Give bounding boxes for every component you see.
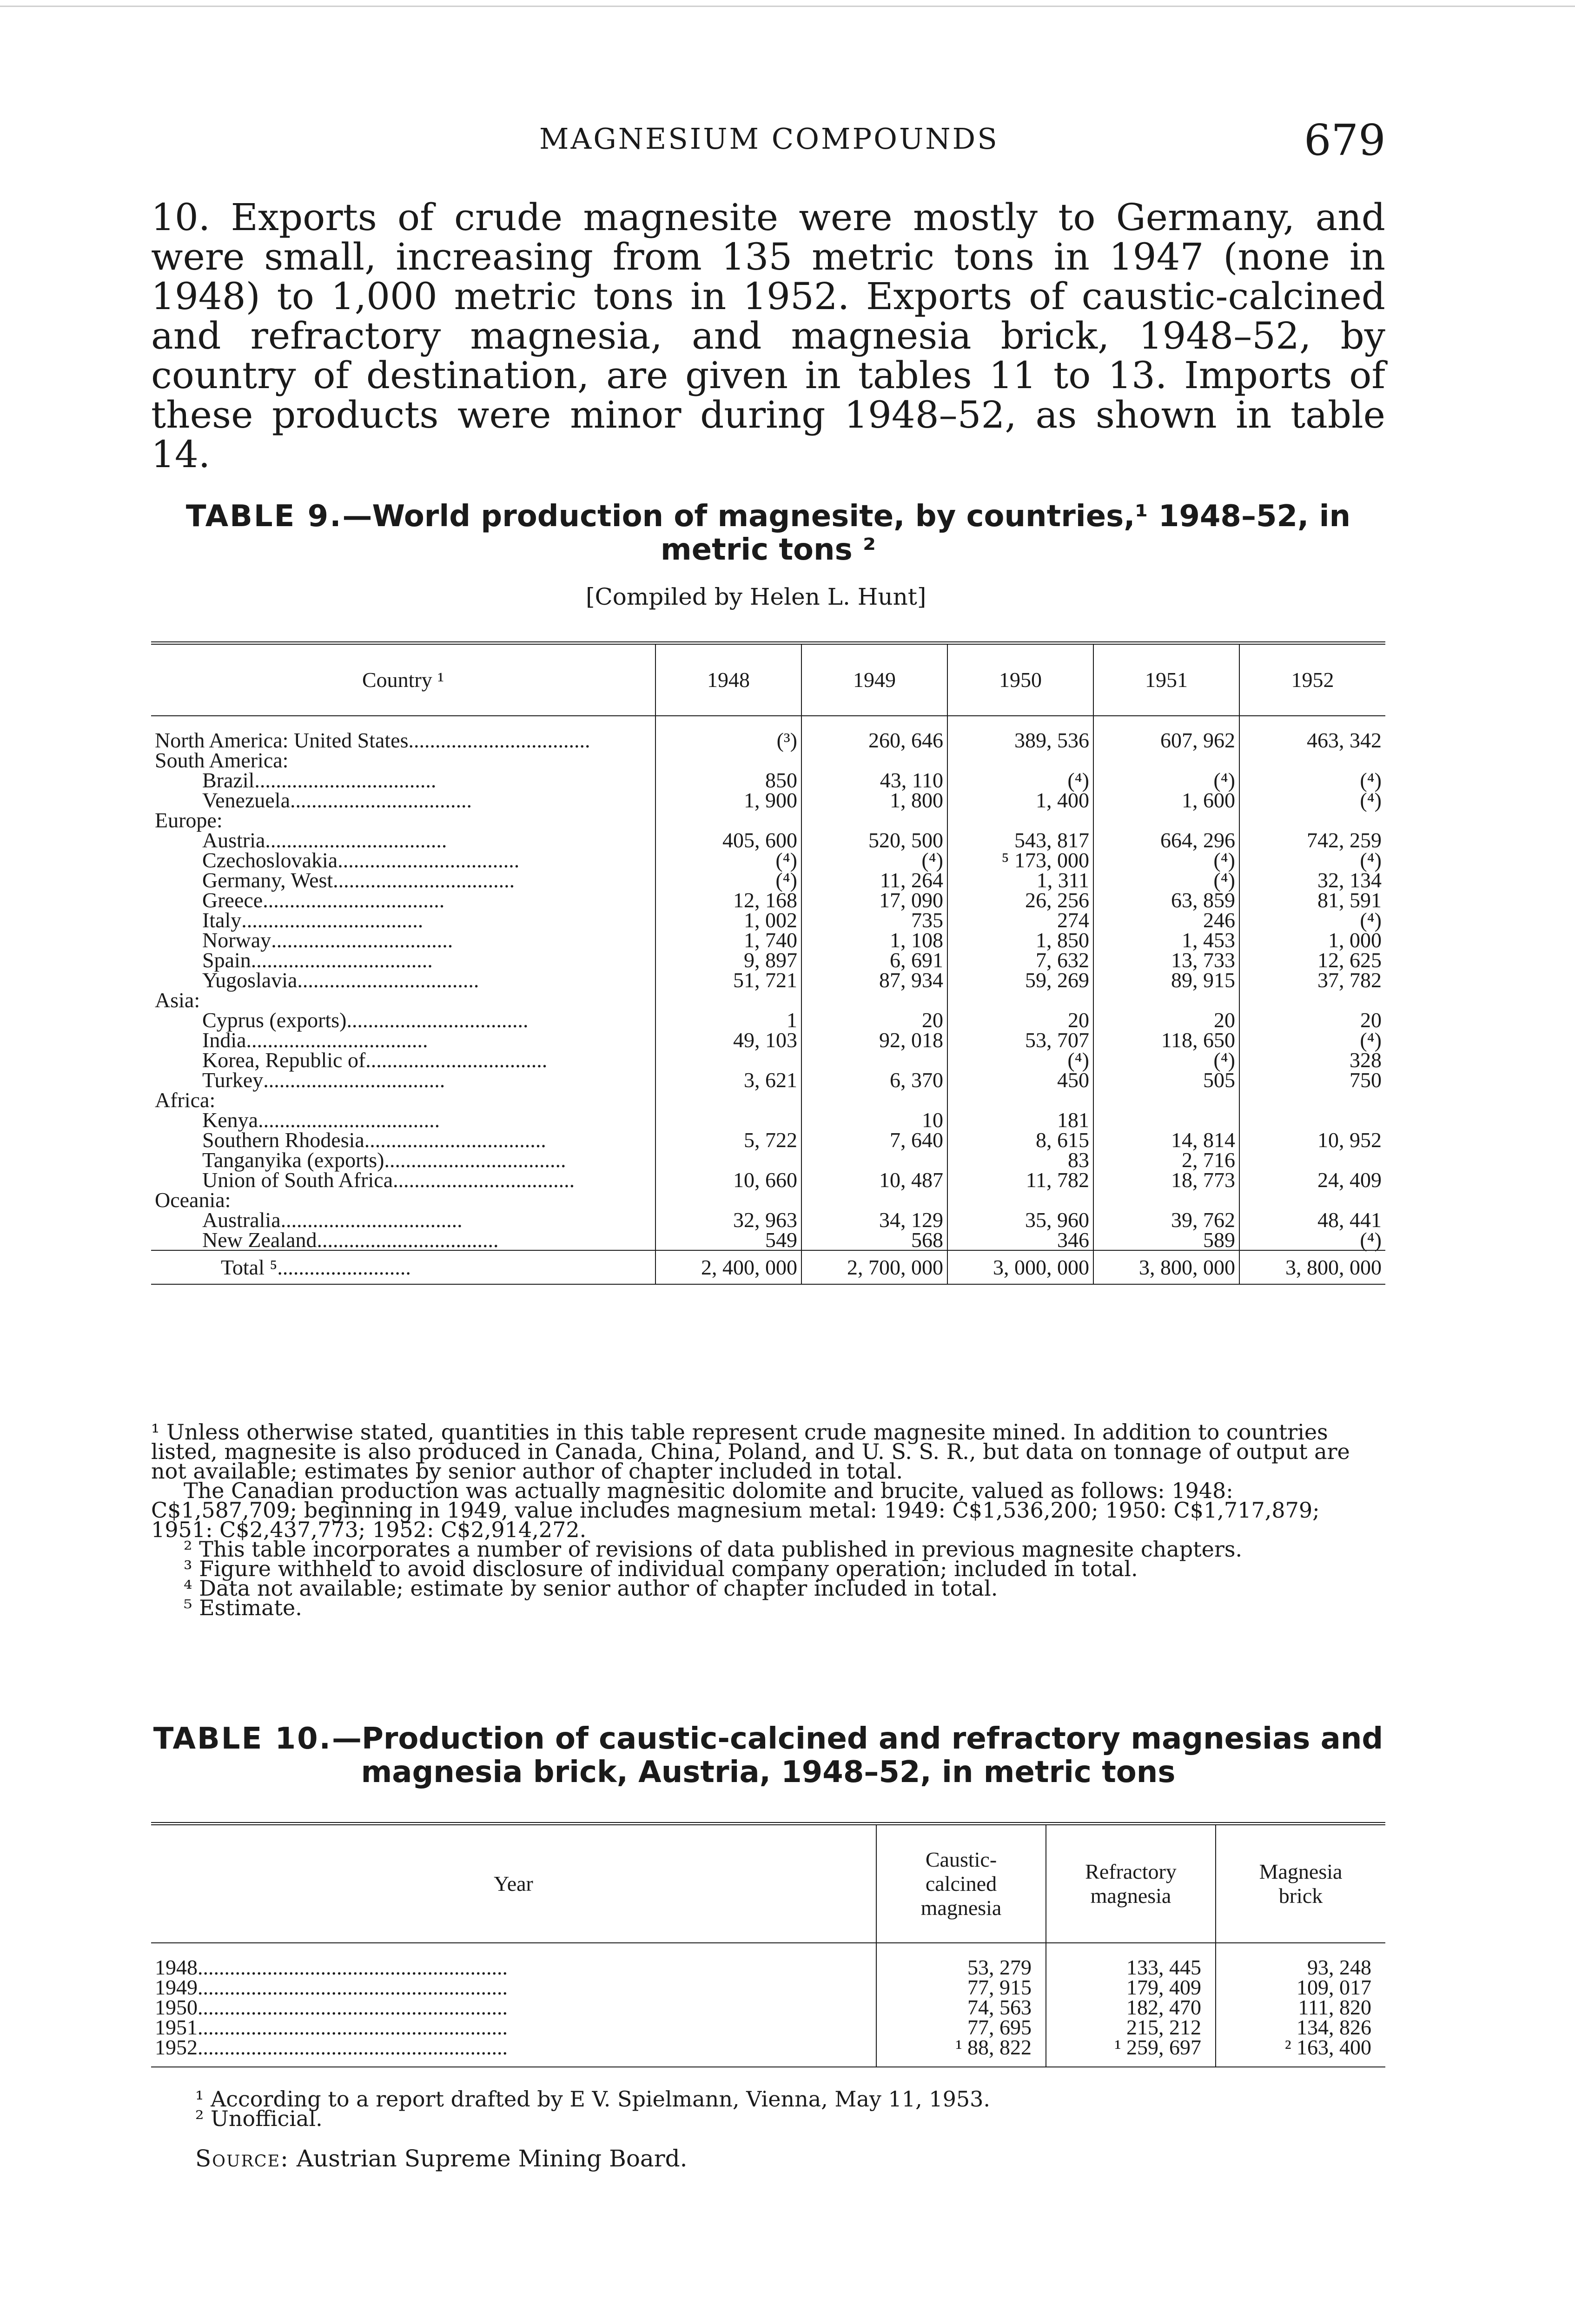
table9-country-cell: New Zealand..................................: [202, 1228, 499, 1252]
table9-value-cell: (⁴): [801, 850, 947, 870]
table9-country-cell: Brazil..................................: [202, 768, 437, 792]
table9-country-cell: North America: United States..................................: [155, 728, 590, 752]
table9-value-cell: 26, 256: [947, 890, 1093, 910]
table9-footnotes: [151, 1419, 1385, 1620]
table10-year-cell: 1948..........................................................: [155, 1955, 508, 1979]
table9-value-cell: 850: [655, 770, 801, 790]
table9: [151, 641, 1385, 1285]
table9-row: [151, 1170, 1385, 1190]
table9-value-cell: [655, 810, 801, 830]
table9-row: [151, 770, 1385, 790]
table9-value-cell: 11, 782: [947, 1170, 1093, 1190]
table9-country-cell: Asia:: [155, 988, 200, 1012]
source-text: Austrian Supreme Mining Board.: [289, 2145, 688, 2172]
table9-value-cell: [801, 990, 947, 1010]
table9-row: [151, 1090, 1385, 1110]
table9-row: [151, 950, 1385, 970]
table9-value-cell: [1093, 810, 1239, 830]
table9-value-cell: (⁴): [1093, 770, 1239, 790]
table9-value-cell: [947, 750, 1093, 770]
table9-value-cell: 1, 453: [1093, 930, 1239, 950]
table9-row: [151, 830, 1385, 850]
table9-row: [151, 1050, 1385, 1070]
table10-title: —Production of caustic-calcined and refractory magnesias and magnesia brick, Austria, 1948–52, in metric tons: [331, 1722, 1383, 1789]
table9-title: —World production of magnesite, by countries,¹ 1948–52, in metric tons ²: [342, 499, 1351, 567]
table9-value-cell: 89, 915: [1093, 970, 1239, 990]
table9-value-cell: 505: [1093, 1070, 1239, 1090]
table9-body: [151, 716, 1385, 1250]
table9-value-cell: (⁴): [1093, 1050, 1239, 1070]
table9-total-cell: 2, 400, 000: [655, 1250, 801, 1284]
table9-value-cell: 18, 773: [1093, 1170, 1239, 1190]
table9-row: [151, 1210, 1385, 1230]
scan-edge-line: [0, 6, 1575, 7]
table9-caption: [151, 500, 1385, 567]
table9-value-cell: [1239, 990, 1385, 1010]
table10-caption: [151, 1722, 1385, 1789]
table9-country-cell: Tanganyika (exports)..................................: [202, 1148, 566, 1172]
table9-value-cell: 51, 721: [655, 970, 801, 990]
table9-row: [151, 970, 1385, 990]
table10-value-cell: 93, 248: [1216, 1943, 1385, 1977]
table9-col-1950: 1950: [947, 643, 1093, 716]
table10: [151, 1822, 1385, 2067]
footnote: The Canadian production was actually magnesitic dolomite and brucite, valued as follows: 1948: C$1,587,709; beginning in 1949, value includes magnesium metal: 1949: C$1,536,200; 1950: C$1,717,879; 1951: C$2,437,773; 1952: C$2,914,272.: [151, 1478, 1320, 1542]
table9-value-cell: [1239, 810, 1385, 830]
table9-value-cell: 6, 370: [801, 1070, 947, 1090]
table10-value-cell: ¹ 259, 697: [1046, 2037, 1216, 2067]
table9-value-cell: (⁴): [1093, 850, 1239, 870]
table10-year-cell: 1951..........................................................: [155, 2015, 508, 2039]
table9-value-cell: 9, 897: [655, 950, 801, 970]
table9-total-label: Total ⁵.........................: [151, 1250, 655, 1284]
table9-country-cell: Norway..................................: [202, 928, 453, 952]
table9-value-cell: 742, 259: [1239, 830, 1385, 850]
table10-row: [151, 1997, 1385, 2017]
table10-source: [195, 2145, 688, 2172]
table9-value-cell: [801, 1050, 947, 1070]
table9-value-cell: 181: [947, 1110, 1093, 1130]
table9-row: [151, 1150, 1385, 1170]
table9-value-cell: (⁴): [1239, 850, 1385, 870]
table9-row: [151, 1130, 1385, 1150]
table10-row: [151, 1977, 1385, 1997]
table9-value-cell: 1, 311: [947, 870, 1093, 890]
table9-value-cell: 81, 591: [1239, 890, 1385, 910]
table9-total-cell: 2, 700, 000: [801, 1250, 947, 1284]
table9-col-1952: 1952: [1239, 643, 1385, 716]
table9-value-cell: 1, 800: [801, 790, 947, 810]
table9-value-cell: 14, 814: [1093, 1130, 1239, 1150]
table10-value-cell: 74, 563: [876, 1997, 1046, 2017]
table9-value-cell: 87, 934: [801, 970, 947, 990]
table10-label: TABLE 10.: [153, 1722, 332, 1756]
table9-row: [151, 810, 1385, 830]
table9-value-cell: [655, 1150, 801, 1170]
table10-value-cell: 77, 915: [876, 1977, 1046, 1997]
table9-value-cell: 1, 000: [1239, 930, 1385, 950]
table9-value-cell: 13, 733: [1093, 950, 1239, 970]
table9-total-cell: 3, 000, 000: [947, 1250, 1093, 1284]
table9-value-cell: 10, 952: [1239, 1130, 1385, 1150]
table9-value-cell: 10, 660: [655, 1170, 801, 1190]
table9-value-cell: (⁴): [655, 850, 801, 870]
table9-value-cell: (⁴): [655, 870, 801, 890]
table9-value-cell: 20: [1093, 1010, 1239, 1030]
table9-value-cell: [801, 1090, 947, 1110]
table9-country-cell: Turkey..................................: [202, 1068, 445, 1092]
table9-value-cell: [655, 1090, 801, 1110]
table10-value-cell: 77, 695: [876, 2017, 1046, 2037]
table9-value-cell: [1093, 1090, 1239, 1110]
table9-value-cell: 520, 500: [801, 830, 947, 850]
table10-year-cell: 1952..........................................................: [151, 2037, 876, 2067]
table9-value-cell: [1093, 1110, 1239, 1130]
table9-value-cell: 6, 691: [801, 950, 947, 970]
table9-country-cell: Union of South Africa..................................: [202, 1168, 575, 1192]
table9-compiled-by: [Compiled by Helen L. Hunt]: [586, 583, 926, 610]
table10-value-cell: 134, 826: [1216, 2017, 1385, 2037]
table9-country-cell: Germany, West..................................: [202, 868, 515, 892]
table9-value-cell: (⁴): [1239, 1030, 1385, 1050]
table9-value-cell: 735: [801, 910, 947, 930]
table9-col-1949: 1949: [801, 643, 947, 716]
table9-value-cell: 17, 090: [801, 890, 947, 910]
table9-value-cell: [1239, 750, 1385, 770]
table10-row: [151, 2017, 1385, 2037]
table10-header-row: [151, 1824, 1385, 1943]
table9-country-cell: Southern Rhodesia..................................: [202, 1128, 546, 1152]
table9-country-cell: Europe:: [155, 808, 223, 832]
table9-value-cell: 32, 963: [655, 1210, 801, 1230]
table9-value-cell: 43, 110: [801, 770, 947, 790]
table9-value-cell: [1093, 990, 1239, 1010]
table9-value-cell: 10, 487: [801, 1170, 947, 1190]
table9-value-cell: 3, 621: [655, 1070, 801, 1090]
table9-value-cell: 63, 859: [1093, 890, 1239, 910]
table10-value-cell: ² 163, 400: [1216, 2037, 1385, 2067]
table9-country-cell: India..................................: [202, 1028, 428, 1052]
table10-body: [151, 1943, 1385, 2067]
table9-value-cell: 92, 018: [801, 1030, 947, 1050]
intro-paragraph: 10. Exports of crude magnesite were mostly to Germany, and were small, increasing from 135 metric tons in 1947 (none in 1948) to 1,000 metric tons in 1952. Exports of caustic-calcined and refractory magnesia, and magnesia brick, 1948–52, by country of destination, are given in tables 11 to 13. Imports of these products were minor during 1948–52, as shown in table 14.: [151, 196, 1385, 476]
table10-col-refractory: Refractory magnesia: [1046, 1824, 1216, 1943]
table9-value-cell: 664, 296: [1093, 830, 1239, 850]
table9-value-cell: 389, 536: [947, 716, 1093, 750]
running-head: MAGNESIUM COMPOUNDS: [539, 122, 999, 156]
table9-value-cell: [1239, 1150, 1385, 1170]
table9-value-cell: 34, 129: [801, 1210, 947, 1230]
table10-footnotes: [195, 2086, 1357, 2131]
table9-value-cell: [655, 990, 801, 1010]
table9-value-cell: 11, 264: [801, 870, 947, 890]
table9-country-cell: Italy..................................: [202, 908, 424, 932]
table9-row: [151, 750, 1385, 770]
table9-row: [151, 870, 1385, 890]
table9-value-cell: [1239, 1110, 1385, 1130]
table9-value-cell: 1, 850: [947, 930, 1093, 950]
footnote: ³ Figure withheld to avoid disclosure of individual company operation; included in total.: [184, 1556, 1138, 1581]
source-label: Source:: [195, 2145, 289, 2172]
table10-row: [151, 1943, 1385, 1977]
table9-country-cell: Austria..................................: [202, 828, 447, 852]
table10-row: [151, 2037, 1385, 2067]
table10-value-cell: 53, 279: [876, 1943, 1046, 1977]
table9-value-cell: 274: [947, 910, 1093, 930]
table9-row: [151, 930, 1385, 950]
table9-row: [151, 1190, 1385, 1210]
table9-value-cell: 35, 960: [947, 1210, 1093, 1230]
table9-row: [151, 890, 1385, 910]
footnote: ⁴ Data not available; estimate by senior author of chapter included in total.: [184, 1576, 998, 1601]
table9-total-row: [151, 1250, 1385, 1284]
table9-value-cell: [1239, 1090, 1385, 1110]
table9-label: TABLE 9.: [185, 499, 343, 534]
table9-country-cell: Cyprus (exports)..................................: [202, 1008, 529, 1032]
table10-col-year: Year: [151, 1824, 876, 1943]
table9-country-cell: Venezuela..................................: [202, 788, 472, 812]
table9-value-cell: 39, 762: [1093, 1210, 1239, 1230]
table9-value-cell: 118, 650: [1093, 1030, 1239, 1050]
table9-col-country: Country ¹: [151, 643, 655, 716]
table9-value-cell: 260, 646: [801, 716, 947, 750]
table9-value-cell: 1, 002: [655, 910, 801, 930]
table9-row: [151, 716, 1385, 750]
table9-value-cell: 48, 441: [1239, 1210, 1385, 1230]
table9-value-cell: [947, 1190, 1093, 1210]
table9-value-cell: [1239, 1190, 1385, 1210]
footnote: ² Unofficial.: [195, 2106, 323, 2131]
table9-value-cell: [801, 750, 947, 770]
table9-value-cell: [1093, 1190, 1239, 1210]
table9-value-cell: (⁴): [1239, 790, 1385, 810]
footnote: ² This table incorporates a number of revisions of data published in previous magnesite chapters.: [184, 1537, 1243, 1562]
table10-value-cell: 179, 409: [1046, 1977, 1216, 1997]
table9-value-cell: 12, 625: [1239, 950, 1385, 970]
table9-value-cell: 750: [1239, 1070, 1385, 1090]
table9-value-cell: 1: [655, 1010, 801, 1030]
table9-total-cell: 3, 800, 000: [1239, 1250, 1385, 1284]
table9-value-cell: [801, 1150, 947, 1170]
table9-value-cell: 589: [1093, 1230, 1239, 1250]
table10-value-cell: 133, 445: [1046, 1943, 1216, 1977]
table10-value-cell: 109, 017: [1216, 1977, 1385, 1997]
table9-value-cell: 543, 817: [947, 830, 1093, 850]
table9-value-cell: 405, 600: [655, 830, 801, 850]
table9-value-cell: 24, 409: [1239, 1170, 1385, 1190]
table9-value-cell: 7, 632: [947, 950, 1093, 970]
table9-value-cell: (⁴): [1093, 870, 1239, 890]
table9-col-1951: 1951: [1093, 643, 1239, 716]
table9-value-cell: 8, 615: [947, 1130, 1093, 1150]
table9-value-cell: (³): [655, 716, 801, 750]
table9-total-cell: 3, 800, 000: [1093, 1250, 1239, 1284]
table9-value-cell: 37, 782: [1239, 970, 1385, 990]
table9-country-cell: Spain..................................: [202, 948, 433, 972]
footnote: ¹ According to a report drafted by E V. Spielmann, Vienna, May 11, 1953.: [195, 2086, 990, 2112]
table9-value-cell: 2, 716: [1093, 1150, 1239, 1170]
table9-row: [151, 1110, 1385, 1130]
table9-row: [151, 1030, 1385, 1050]
table9-col-1948: 1948: [655, 643, 801, 716]
table9-value-cell: 10: [801, 1110, 947, 1130]
table9-value-cell: 32, 134: [1239, 870, 1385, 890]
table10-value-cell: 111, 820: [1216, 1997, 1385, 2017]
table9-row: [151, 790, 1385, 810]
table10-value-cell: ¹ 88, 822: [876, 2037, 1046, 2067]
table9-row: [151, 1070, 1385, 1090]
table9-row: [151, 850, 1385, 870]
table9-value-cell: [947, 1090, 1093, 1110]
table9-value-cell: (⁴): [1239, 770, 1385, 790]
table9-value-cell: [801, 810, 947, 830]
table9-value-cell: [801, 1190, 947, 1210]
table9-value-cell: (⁴): [1239, 910, 1385, 930]
footnote: ¹ Unless otherwise stated, quantities in this table represent crude magnesite mined. In addition to countries listed, magnesite is also produced in Canada, China, Poland, and U. S. S. R., but data on tonnage of output are not available; estimates by senior author of chapter included in total.: [151, 1419, 1350, 1484]
table9-row: [151, 990, 1385, 1010]
table9-value-cell: 1, 900: [655, 790, 801, 810]
table9-value-cell: 59, 269: [947, 970, 1093, 990]
table9-value-cell: 20: [1239, 1010, 1385, 1030]
table9-country-cell: Greece..................................: [202, 888, 445, 912]
table10-col-brick: Magnesia brick: [1216, 1824, 1385, 1943]
table9-value-cell: 328: [1239, 1050, 1385, 1070]
table9-row: [151, 1230, 1385, 1250]
table9-value-cell: [947, 810, 1093, 830]
table9-value-cell: (⁴): [947, 770, 1093, 790]
table10-year-cell: 1950..........................................................: [155, 1995, 508, 2019]
table10-year-cell: 1949..........................................................: [155, 1975, 508, 1999]
table9-country-cell: Korea, Republic of..................................: [202, 1048, 548, 1072]
table9-value-cell: [655, 1110, 801, 1130]
table9-value-cell: 607, 962: [1093, 716, 1239, 750]
table9-country-cell: Australia..................................: [202, 1208, 463, 1232]
table9-row: [151, 910, 1385, 930]
table9-value-cell: [1093, 750, 1239, 770]
table9-country-cell: Czechoslovakia..................................: [202, 848, 520, 872]
table9-value-cell: 246: [1093, 910, 1239, 930]
table9-value-cell: [655, 1190, 801, 1210]
footnote: ⁵ Estimate.: [184, 1595, 302, 1620]
table9-value-cell: 1, 740: [655, 930, 801, 950]
table9-country-cell: Africa:: [155, 1088, 216, 1112]
table9-value-cell: 7, 640: [801, 1130, 947, 1150]
table9-value-cell: [655, 1050, 801, 1070]
table9-header-row: [151, 643, 1385, 716]
table10-value-cell: 182, 470: [1046, 1997, 1216, 2017]
table9-country-cell: Yugoslavia..................................: [202, 968, 479, 992]
table9-country-cell: Kenya..................................: [202, 1108, 440, 1132]
table9-value-cell: (⁴): [1239, 1230, 1385, 1250]
table9-value-cell: [655, 750, 801, 770]
table9-value-cell: 568: [801, 1230, 947, 1250]
table9-value-cell: ⁵ 173, 000: [947, 850, 1093, 870]
table9-row: [151, 1010, 1385, 1030]
table9-value-cell: 5, 722: [655, 1130, 801, 1150]
table9-country-cell: Oceania:: [155, 1188, 231, 1212]
table9-value-cell: 49, 103: [655, 1030, 801, 1050]
table10-col-caustic: Caustic-calcined magnesia: [876, 1824, 1046, 1943]
table9-value-cell: 1, 108: [801, 930, 947, 950]
table9-value-cell: 12, 168: [655, 890, 801, 910]
table9-value-cell: 549: [655, 1230, 801, 1250]
table9-value-cell: 1, 400: [947, 790, 1093, 810]
table9-value-cell: 20: [947, 1010, 1093, 1030]
table9-value-cell: 83: [947, 1150, 1093, 1170]
table9-value-cell: [947, 990, 1093, 1010]
table9-value-cell: 1, 600: [1093, 790, 1239, 810]
table9-value-cell: 53, 707: [947, 1030, 1093, 1050]
table9-value-cell: 20: [801, 1010, 947, 1030]
table9-value-cell: 346: [947, 1230, 1093, 1250]
page-number: 679: [1304, 115, 1386, 165]
table10-value-cell: 215, 212: [1046, 2017, 1216, 2037]
table9-value-cell: 463, 342: [1239, 716, 1385, 750]
table9-value-cell: 450: [947, 1070, 1093, 1090]
table9-country-cell: South America:: [155, 748, 289, 772]
table9-value-cell: (⁴): [947, 1050, 1093, 1070]
